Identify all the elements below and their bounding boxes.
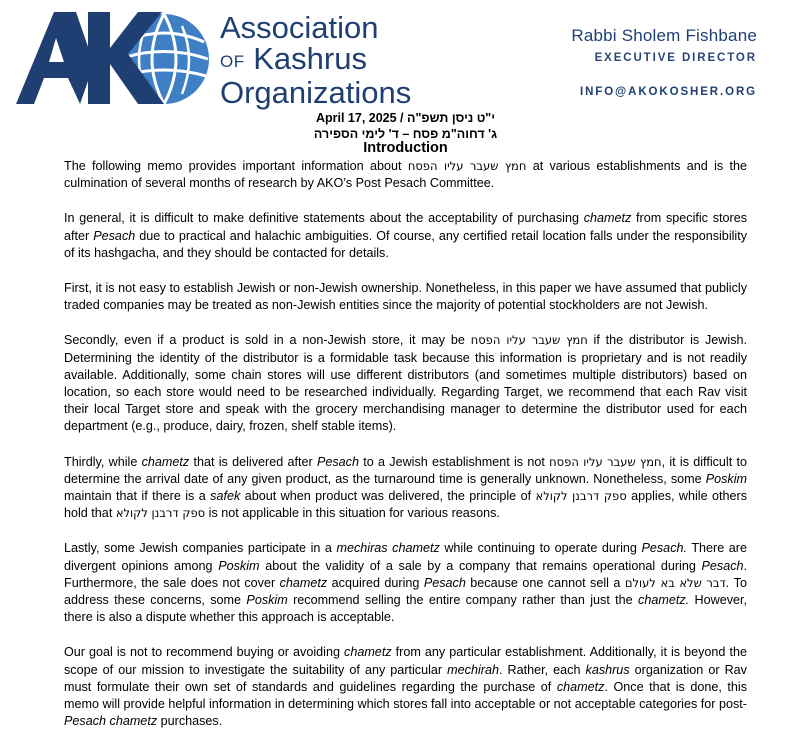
p6-text-b: while continuing to operate during [439, 541, 642, 556]
paragraph-4 [64, 332, 747, 435]
p6-italic-3: Poskim [218, 558, 260, 573]
p7-text-c: . Rather, each [498, 662, 586, 677]
org-name-line1: Association [220, 10, 379, 45]
p2-italic-1: chametz [583, 211, 632, 226]
org-name-line3: Organizations [220, 75, 412, 110]
p6-text-j: However, there is also a dispute whether this approach is acceptable. [64, 593, 748, 625]
p6-text-e: . Furthermore, the sale does not cover [64, 558, 748, 590]
contact-block [571, 26, 757, 98]
p6-text-f: acquired during [327, 575, 424, 590]
p6-italic-5: chametz [279, 575, 328, 590]
p5-text-b: that is delivered after [189, 454, 317, 469]
p7-italic-3: kashrus [585, 662, 630, 677]
p6-italic-7: Poskim [246, 593, 288, 608]
p7-text-b: from any particular establishment. Additionally, it is beyond the scope of our mission to investigate the suitability of any particular [64, 645, 747, 677]
p6-hebrew: דבר שלא בא לעולם [624, 575, 726, 590]
paragraph-5 [64, 454, 747, 523]
memo-body [64, 158, 747, 748]
p5-text-a: Thirdly, while [64, 454, 142, 469]
p5-hebrew-2: ספק דרבנן לקולא [535, 489, 627, 504]
p5-text-h: is not applicable in this situation for various reasons. [205, 506, 500, 521]
p6-italic-6: Pesach [423, 575, 466, 590]
p5-text-c: to a Jewish establishment is not [358, 454, 550, 469]
p2-text-c: due to practical and halachic ambiguities. Of course, any certified retail location falls under the responsibility of its hashgacha, and they should be contacted for details. [64, 228, 748, 260]
p5-italic-1: chametz [141, 454, 190, 469]
p4-hebrew: חמץ שעבר עליו הפסח [470, 333, 588, 348]
p5-italic-3: Poskim [705, 471, 747, 486]
p4-text-a: Secondly, even if a product is sold in a non-Jewish store, it may be [64, 333, 471, 348]
p7-italic-6: chametz [109, 714, 158, 729]
p6-text-d: about the validity of a sale by a company that remains operational during [259, 558, 702, 573]
date-block [0, 110, 811, 142]
org-name-line2 [220, 43, 411, 77]
p7-italic-4: chametz [556, 679, 605, 694]
p6-italic-1: mechiras chametz [336, 541, 440, 556]
date-hebrew-line2: ג' דחוה"מ פסח – ד' לימי הספירה [313, 127, 498, 141]
p2-text-b: from specific stores after [64, 211, 747, 243]
person-name: Rabbi Sholem Fishbane [571, 26, 757, 45]
org-name-kashrus: Kashrus [253, 41, 367, 76]
p7-italic-2: mechirah [447, 662, 499, 677]
p5-italic-2: Pesach [316, 454, 359, 469]
p1-hebrew: חמץ שעבר עליו הפסח [407, 159, 527, 173]
p7-italic-1: chametz [344, 645, 392, 660]
p5-hebrew-1: חמץ שעבר עליו הפסח [549, 454, 662, 469]
p7-text-a: Our goal is not to recommend buying or avoiding [64, 645, 345, 660]
p6-text-c: There are divergent opinions among [64, 541, 747, 573]
p2-text-a: In general, it is difficult to make definitive statements about the acceptability of purchasing [64, 211, 584, 226]
p5-text-g: applies, while others hold that [64, 489, 748, 521]
p5-italic-4: safek [210, 489, 241, 504]
date-english: April 17, 2025 / [315, 111, 404, 125]
p5-hebrew-3: ספק דרבנן לקולא [115, 506, 206, 521]
paragraph-6 [64, 540, 747, 626]
p7-text-d: organization or Rav must formulate their own set of standards and guidelines regarding the purchase of [64, 662, 747, 694]
org-name [220, 12, 411, 108]
page-title: Introduction [363, 140, 448, 156]
p6-italic-4: Pesach [701, 558, 744, 573]
ako-emblem-icon [14, 4, 234, 110]
p4-text-b: if the distributor is Jewish. Determining the identity of the distributor is a formidable task because this information is proprietary and is not readily available. Additionally, some chain stores will use different distributors (and sometimes multiple distributors) based on location, so each store would need to be researched individually. Regarding Target, we recommend that each Rav visit their local Target store and speak with the grocery merchandising manager to determine the distributor used for each department (e.g., produce, dairy, frozen, shelf stable items). [64, 333, 747, 434]
p5-text-e: maintain that if there is a [64, 489, 211, 504]
paragraph-7 [64, 644, 747, 730]
p1-text-b: at various establishments and is the culmination of several months of research by AKO’s Post Pesach Committee. [64, 159, 747, 191]
p5-text-d: , it is difficult to determine the arrival date of any given product, as the turnaround time is generally unknown. Nonetheless, some [64, 454, 747, 486]
org-name-of: OF [220, 52, 245, 71]
date-line1 [0, 110, 811, 126]
email-link[interactable]: INFO@AKOKOSHER.ORG [579, 86, 757, 98]
person-title: EXECUTIVE DIRECTOR [594, 52, 757, 64]
date-hebrew: י"ט ניסן תשפ"ה [407, 111, 495, 125]
p1-text-a: The following memo provides important information about [64, 159, 408, 173]
p7-italic-5: Pesach [64, 714, 107, 729]
p5-text-f: about when product was delivered, the principle of [240, 489, 536, 504]
p6-text-g: because one cannot sell a [465, 575, 625, 590]
p6-italic-2: Pesach. [641, 541, 687, 556]
p2-italic-2: Pesach [93, 228, 136, 243]
p7-text-e: . Once that is done, this memo will provide helpful information in determining which stores fall into acceptable or not acceptable categories for post- [64, 679, 747, 712]
paragraph-2 [64, 210, 747, 262]
paragraph-1 [64, 158, 747, 192]
p6-text-i: recommend selling the entire company rather than just the [287, 593, 639, 608]
p6-text-a: Lastly, some Jewish companies participate in a [64, 541, 337, 556]
p7-text-g: purchases. [157, 714, 223, 729]
paragraph-3: First, it is not easy to establish Jewish or non-Jewish ownership. Nonetheless, in this paper we have assumed that publicly traded companies may be treated as non-Jewish entities since the majority of potential stockholders are not Jewish. [64, 281, 747, 313]
p6-italic-8: chametz. [638, 593, 690, 608]
p6-text-h: . To address these concerns, some [64, 575, 747, 608]
